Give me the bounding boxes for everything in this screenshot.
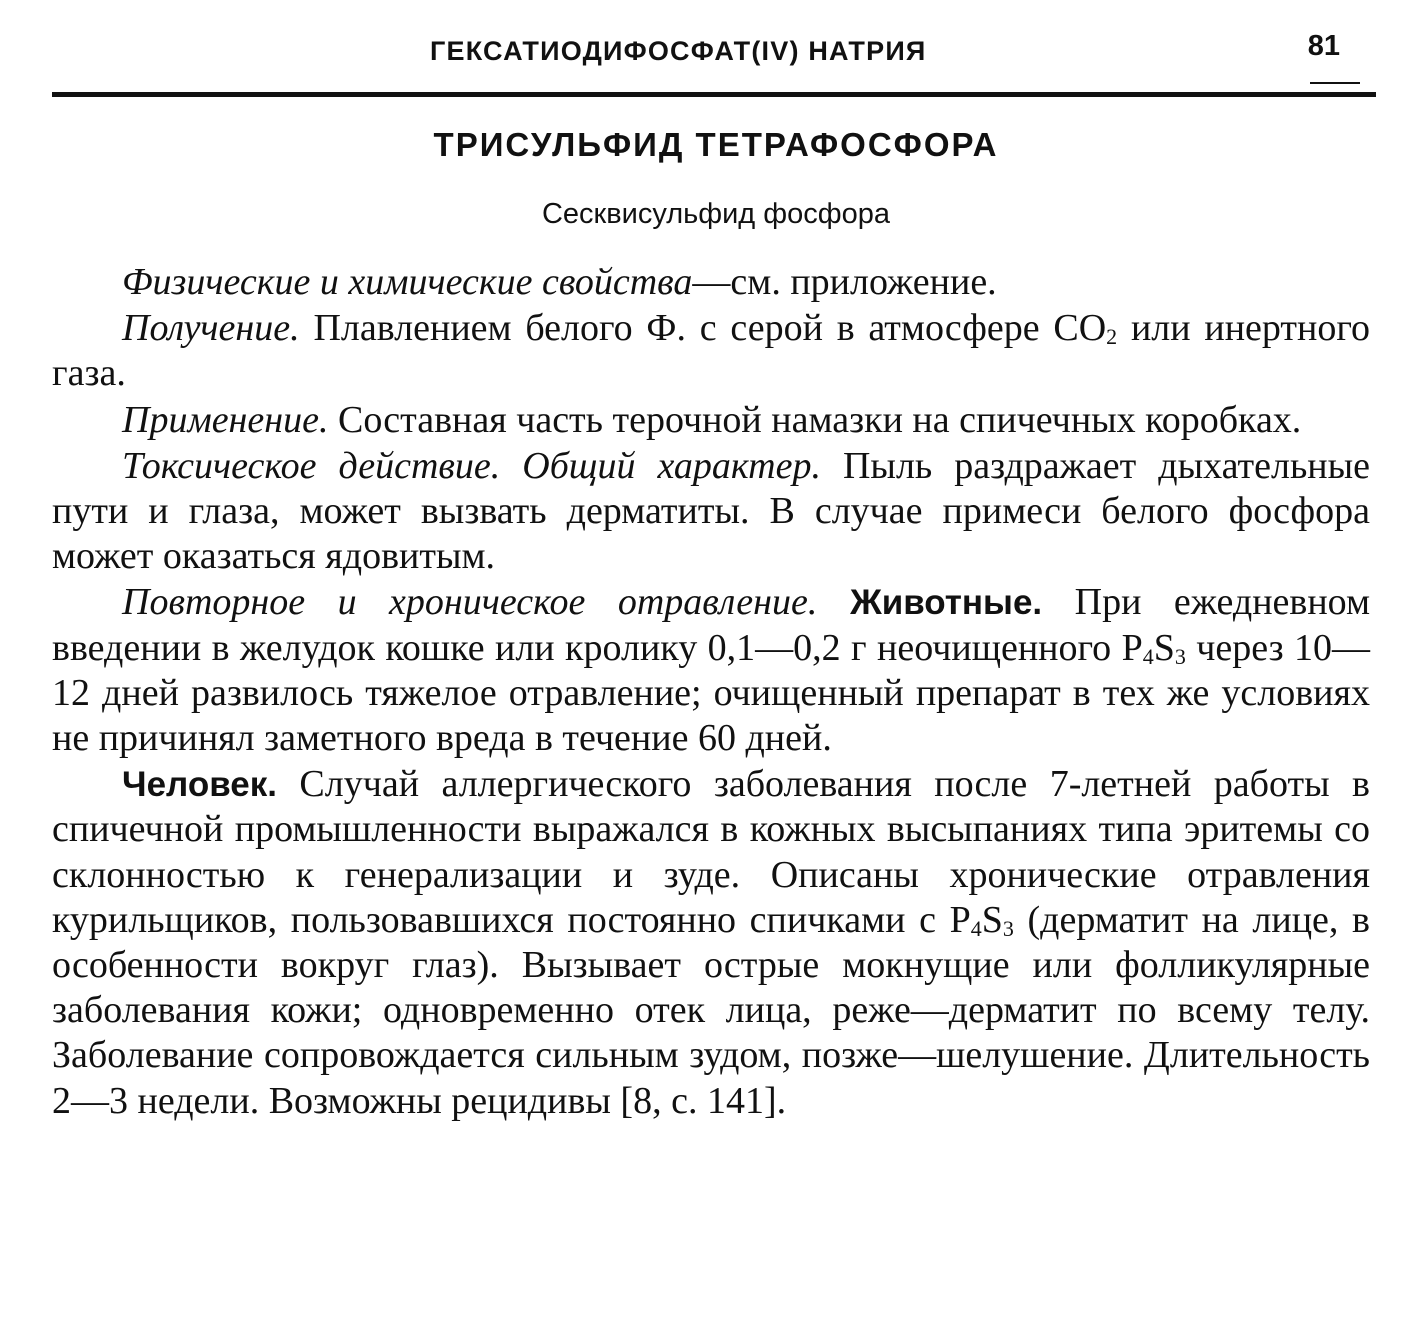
paragraph-application [52, 398, 1370, 443]
paragraph-text: Пыль раздражает дыхательные пути и глаза, может вызвать дерматиты. В случае примеси белого фосфора может оказаться ядовитым. [52, 444, 1371, 578]
paragraph-lead: Повторное и хроническое отравление. [122, 581, 818, 624]
paragraph-text: При ежедневном введении в желудок кошке или кролику 0,1—0,2 г неочищенного P [52, 581, 1371, 669]
paragraph-chronic [52, 580, 1370, 761]
paragraph-text: Плавлением белого Ф. с серой в атмосфере CO [299, 307, 1107, 350]
subscript: 3 [1174, 643, 1186, 669]
header-rule [52, 92, 1376, 97]
page-number-underline [1310, 82, 1360, 84]
page-number: 81 [1307, 30, 1340, 62]
paragraph-lead: Физические и химические свойства [122, 261, 693, 303]
running-header [52, 18, 1370, 74]
paragraph-text: —см. приложение. [692, 261, 997, 303]
paragraph-toxic [52, 444, 1370, 580]
subscript: 4 [1142, 643, 1154, 669]
paragraph-text: через 10—12 дней развилось тяжелое отравление; очищенный препарат в тех же условиях не причинял заметного вреда в течение 60 дней. [52, 626, 1370, 760]
paragraph-text: Случай аллергического заболевания после 7-летней работы в спичечной промышленности выражался в кожных высыпаниях типа эритемы со склонностью к генерализации и зуде. Описаны хронические отравления курильщиков, пользовавшихся постоянно спичками с P [52, 763, 1370, 941]
subscript: 3 [1002, 915, 1014, 941]
article-subtitle: Сесквисульфид фосфора [541, 198, 891, 230]
paragraph-text: или инертного газа. [52, 307, 1370, 395]
document-page [52, 0, 1370, 1321]
paragraph-strong: Животные. [817, 583, 1043, 623]
paragraph-text: S [981, 898, 1003, 941]
paragraph-production [52, 306, 1370, 396]
paragraph-properties [52, 260, 1370, 305]
paragraph-strong: Человек. [122, 765, 277, 805]
paragraph-human [52, 762, 1370, 1124]
paragraph-text: Составная часть терочной намазки на спичечных коробках. [328, 398, 1302, 441]
subscript: 2 [1106, 324, 1118, 350]
paragraph-lead: Токсическое действие. Общий характер. [122, 444, 821, 487]
paragraph-text: (дерматит на лице, в особенности вокруг глаз). Вызывает острые мокнущие или фолликулярные заболевания кожи; одновременно отек лица, реже—дерматит по всему телу. Заболевание сопровождается сильным зудом, позже—шелушение. Длительность 2—3 недели. Возможны рецидивы [8, с. 141]. [52, 898, 1370, 1122]
running-title: ГЕКСАТИОДИФОСФАТ(IV) НАТРИЯ [430, 36, 927, 66]
paragraph-lead: Получение. [122, 307, 300, 350]
article-title: ТРИСУЛЬФИД ТЕТРАФОСФОРА [433, 126, 999, 163]
paragraph-lead: Применение. [122, 398, 329, 441]
paragraph-text: S [1153, 626, 1175, 669]
subscript: 4 [970, 915, 982, 941]
article-body [52, 260, 1370, 1124]
